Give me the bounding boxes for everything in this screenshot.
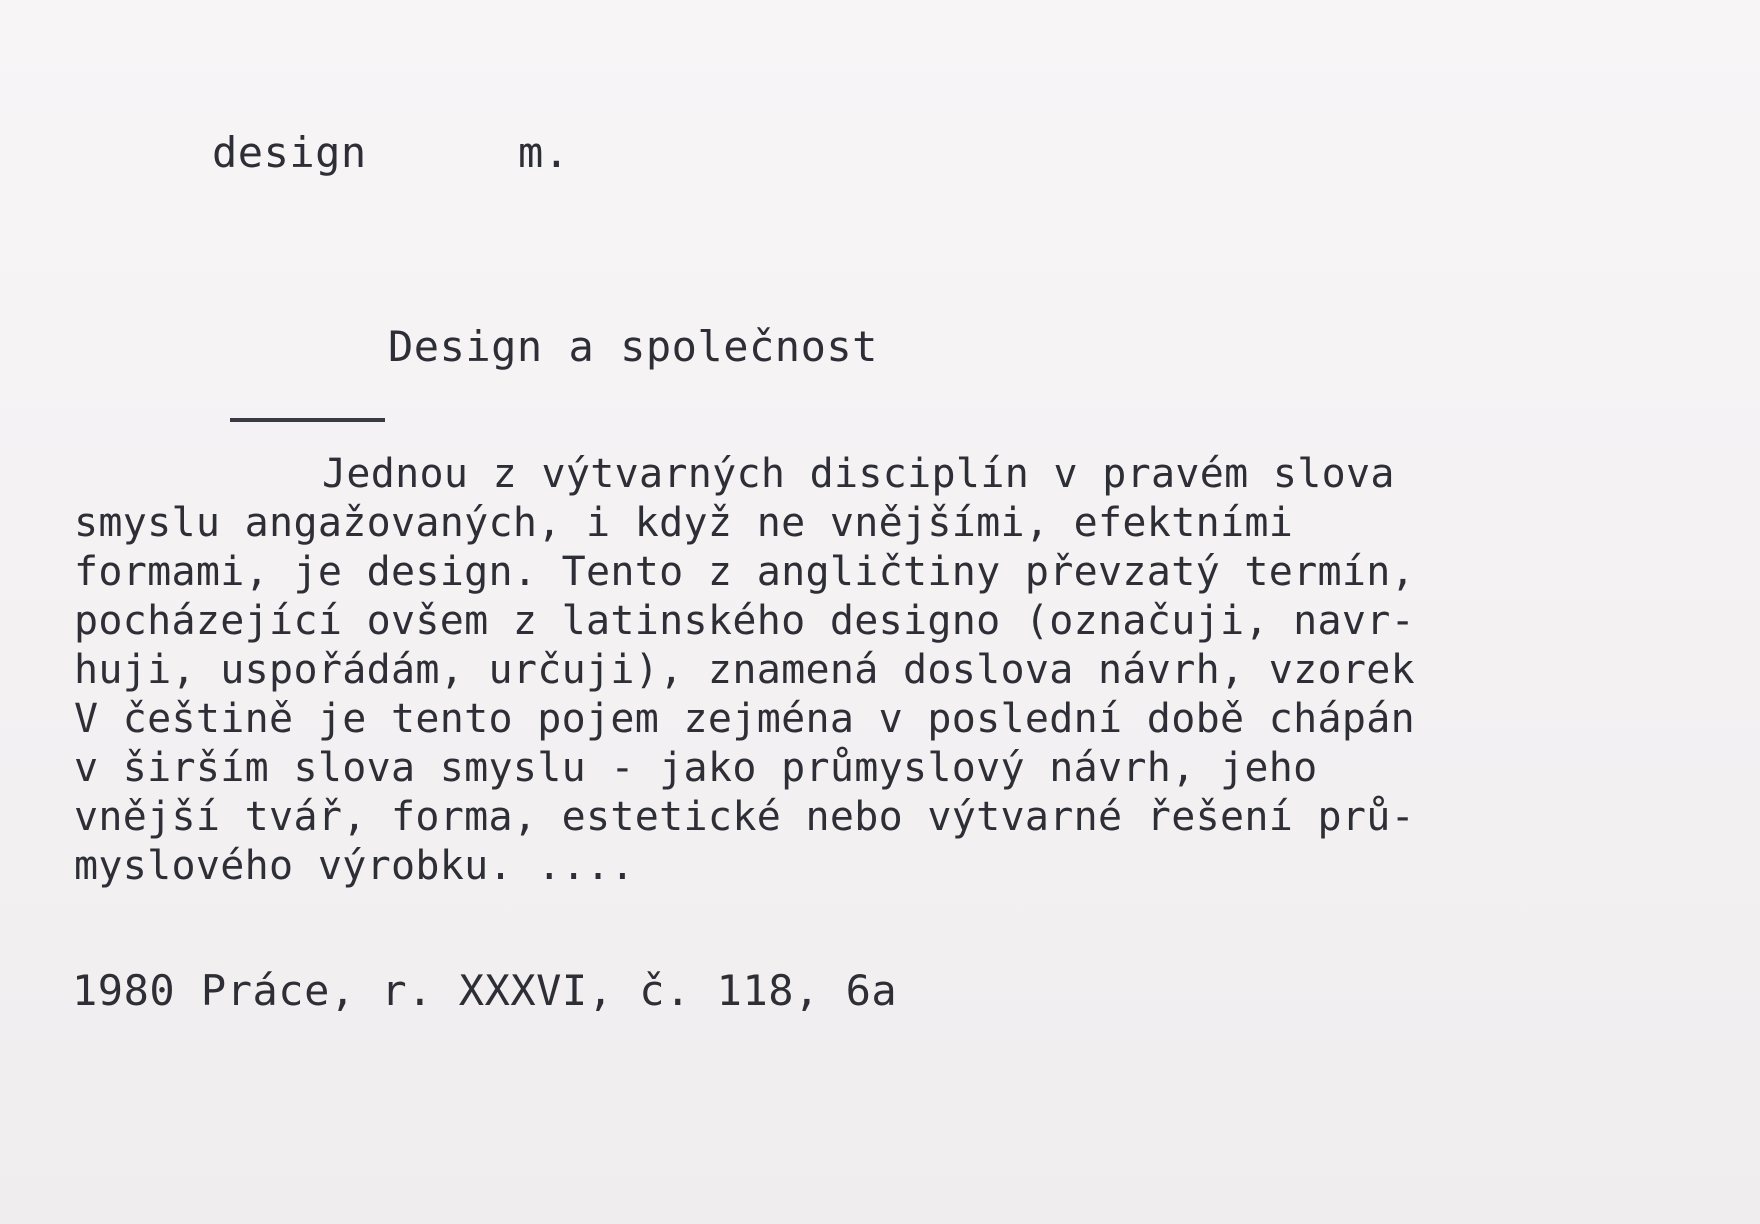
text-line: pocházející ovšem z latinského designo (označuji, navr- xyxy=(74,598,1416,644)
text-line: formami, je design. Tento z angličtiny převzatý termín, xyxy=(74,549,1416,595)
text-line: v širším slova smyslu - jako průmyslový návrh, jeho xyxy=(74,745,1318,791)
excerpt-text xyxy=(74,450,1754,891)
excerpt-title: Design a společnost xyxy=(388,322,878,371)
source-citation: 1980 Práce, r. XXXVI, č. 118, 6a xyxy=(72,966,898,1015)
headword: design xyxy=(212,128,367,177)
text-line: Jednou z výtvarných disciplín v pravém slova xyxy=(322,451,1395,497)
text-line: myslového výrobku. .... xyxy=(74,843,635,889)
text-line: huji, uspořádám, určuji), znamená doslova návrh, vzorek xyxy=(74,647,1416,693)
grammar-label: m. xyxy=(518,128,570,177)
text-line: smyslu angažovaných, i když ne vnějšími, efektními xyxy=(74,500,1294,546)
text-line: vnější tvář, forma, estetické nebo výtvarné řešení prů- xyxy=(74,794,1416,840)
text-line: V češtině je tento pojem zejména v poslední době chápán xyxy=(74,696,1416,742)
title-underline xyxy=(230,418,385,422)
